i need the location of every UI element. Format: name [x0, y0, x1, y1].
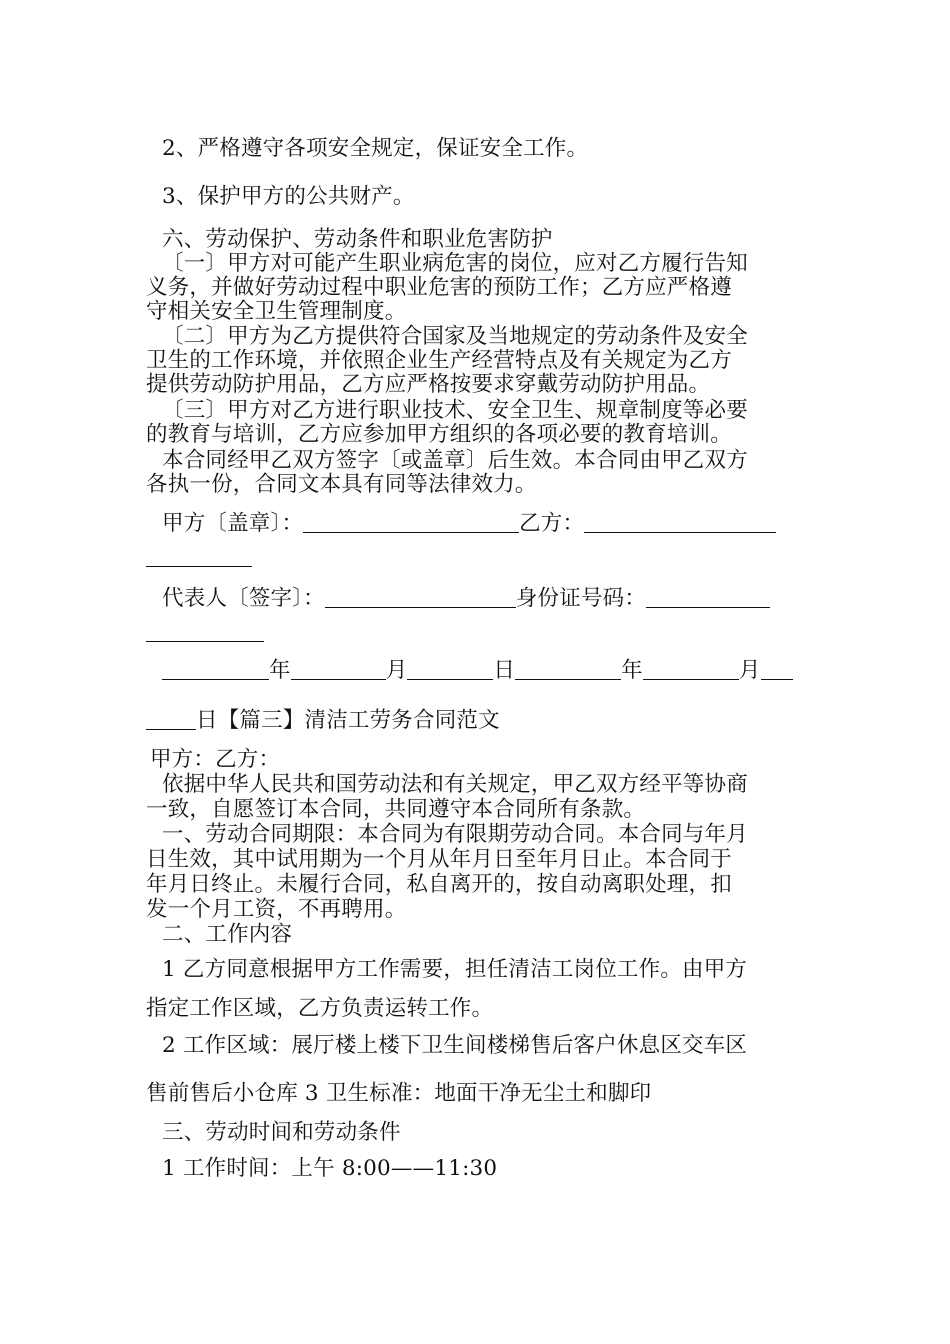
- section-6-item-2-line-2: 卫生的工作环境，并依照企业生产经营特点及有关规定为乙方: [146, 348, 732, 373]
- effect-clause-line-2: 各执一份，合同文本具有同等法律效力。: [146, 472, 537, 497]
- id-blank-cont: [146, 619, 264, 642]
- date-b-day-blank: [761, 657, 793, 680]
- rep-label: 代表人〔签字〕：: [162, 586, 325, 611]
- date-a-year-blank: [162, 657, 269, 680]
- date-line: [162, 657, 810, 684]
- section-3-intro-line-2: 一致，自愿签订本合同，共同遵守本合同所有条款。: [146, 797, 646, 822]
- date-b-month-blank: [643, 657, 739, 680]
- id-blank: [646, 585, 770, 608]
- section-3-intro-line-1: 依据中华人民共和国劳动法和有关规定，甲乙双方经平等协商: [162, 772, 748, 797]
- date-b-year-blank: [515, 657, 621, 680]
- section-6-item-1-line-2: 义务，并做好劳动过程中职业危害的预防工作；乙方应严格遵: [146, 275, 732, 300]
- section-6-item-2-line-3: 提供劳动防护用品，乙方应严格按要求穿戴劳动防护用品。: [146, 372, 711, 397]
- clause-3-property: 3、保护甲方的公共财产。: [162, 184, 415, 209]
- work-content-item-1-line-2: 指定工作区域，乙方负责运转工作。: [146, 996, 494, 1021]
- section-6-item-3-line-2: 的教育与培训，乙方应参加甲方组织的各项必要的教育培训。: [146, 422, 732, 447]
- signature-line-party-cont: [146, 544, 810, 571]
- signature-line-rep-cont: [146, 619, 810, 646]
- date-a-month-blank: [291, 657, 386, 680]
- term-clause-line-1: 一、劳动合同期限：本合同为有限期劳动合同。本合同与年月: [162, 822, 748, 847]
- party-a-label: 甲方〔盖章〕：: [162, 511, 304, 536]
- labor-time-heading: 三、劳动时间和劳动条件: [162, 1120, 401, 1145]
- date-a-day-blank: [407, 657, 493, 680]
- section-6-item-1-line-3: 守相关安全卫生管理制度。: [146, 299, 407, 324]
- section-6-item-3-line-1: 〔三〕甲方对乙方进行职业技术、安全卫生、规章制度等必要: [162, 398, 748, 423]
- work-content-heading: 二、工作内容: [162, 922, 293, 947]
- signature-line-party: [162, 510, 810, 537]
- party-b-blank: [584, 510, 776, 533]
- date-b-month: 月: [738, 658, 761, 683]
- date-b-day-blank-cont: [146, 707, 196, 730]
- party-b-blank-cont: [146, 544, 252, 567]
- work-content-item-1-line-1: 1 乙方同意根据甲方工作需要，担任清洁工岗位工作。由甲方: [162, 957, 748, 982]
- date-a-month: 月: [385, 658, 408, 683]
- id-label: 身份证号码：: [515, 586, 647, 611]
- party-a-blank: [303, 510, 519, 533]
- date-b-year: 年: [621, 658, 643, 683]
- section-6-item-1-line-1: 〔一〕甲方对可能产生职业病危害的岗位，应对乙方履行告知: [162, 251, 748, 276]
- term-clause-line-4: 发一个月工资，不再聘用。: [146, 897, 407, 922]
- section-6-heading: 六、劳动保护、劳动条件和职业危害防护: [162, 227, 553, 252]
- rep-blank: [325, 585, 516, 608]
- section-6-item-2-line-1: 〔二〕甲方为乙方提供符合国家及当地规定的劳动条件及安全: [162, 324, 748, 349]
- date-a-day: 日: [493, 658, 516, 683]
- work-hours-line: 1 工作时间：上午 8:00——11:30: [162, 1156, 498, 1181]
- effect-clause-line-1: 本合同经甲乙双方签字〔或盖章〕后生效。本合同由甲乙双方: [162, 448, 748, 473]
- term-clause-line-2: 日生效，其中试用期为一个月从年月日至年月日止。本合同于: [146, 847, 732, 872]
- section-3-title-line: [146, 707, 810, 734]
- date-b-day: 日: [196, 708, 218, 733]
- section-3-parties: 甲方：乙方：: [150, 747, 281, 772]
- section-3-heading: 【篇三】清洁工劳务合同范文: [217, 708, 500, 733]
- work-area-line-2: 售前售后小仓库 3 卫生标准：地面干净无尘土和脚印: [146, 1081, 652, 1106]
- clause-2-safety: 2、严格遵守各项安全规定，保证安全工作。: [162, 136, 589, 161]
- work-area-line-1: 2 工作区域：展厅楼上楼下卫生间楼梯售后客户休息区交车区: [162, 1033, 748, 1058]
- date-a-year: 年: [269, 658, 291, 683]
- term-clause-line-3: 年月日终止。未履行合同，私自离开的，按自动离职处理，扣: [146, 872, 732, 897]
- party-b-label: 乙方：: [519, 511, 585, 536]
- signature-line-rep: [162, 585, 810, 612]
